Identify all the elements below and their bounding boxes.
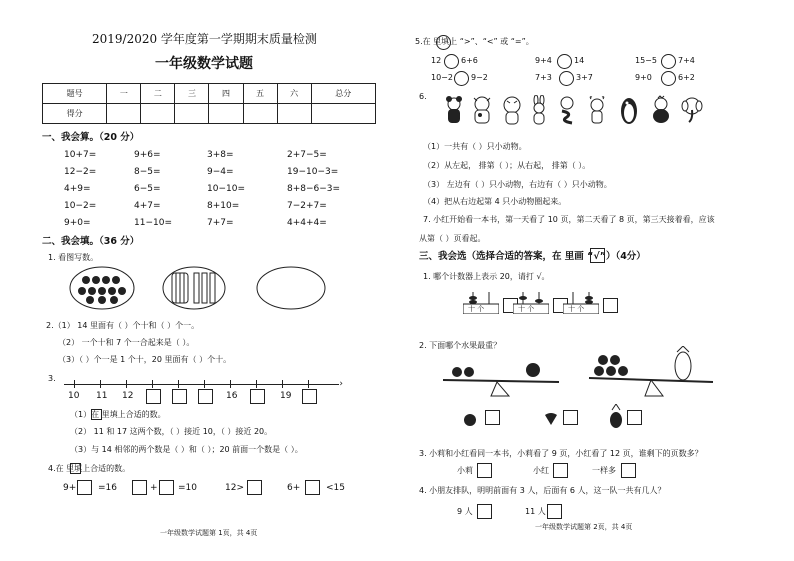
right-page (397, 0, 794, 561)
cow-icon (471, 95, 493, 125)
abacus-a (463, 292, 499, 318)
score-cell[interactable] (277, 104, 311, 124)
question-text: （1）一共有（ ）只小动物。 (423, 142, 527, 151)
question-text: （3）与 14 相邻的两个数是（ ）和（ ）；20 前面一个数是（ ）。 (70, 445, 303, 454)
calc-item: 9+6= (134, 150, 161, 160)
box-icon (590, 248, 605, 263)
compare-left: 7+3 (535, 73, 552, 82)
answer-box[interactable] (77, 480, 92, 495)
calc-item: 12−2= (64, 167, 97, 177)
q4-text: + (150, 483, 158, 493)
section2-heading: 二、我会填。（36 分） (42, 236, 140, 247)
score-cell[interactable] (175, 104, 209, 124)
q4-text: 12> (225, 483, 244, 493)
answer-box[interactable] (132, 480, 147, 495)
number-line-label: 16 (226, 391, 238, 401)
rooster-icon (650, 95, 672, 125)
compare-right: 7+4 (678, 56, 695, 65)
answer-box[interactable] (302, 389, 317, 404)
score-cell[interactable] (209, 104, 243, 124)
q4-text: 6+ (287, 483, 301, 493)
calc-item: 8+8−6−3= (287, 184, 341, 194)
calc-item: 6−5= (134, 184, 161, 194)
compare-right: 3+7 (576, 73, 593, 82)
calc-item: 10−10= (207, 184, 245, 194)
compare-right: 14 (574, 56, 585, 65)
calc-item: 19−10−3= (287, 167, 339, 177)
answer-box[interactable] (146, 389, 161, 404)
strawberry-icon (543, 410, 559, 426)
question-text: （3）（ ）个一是 1 个十，20 里面有（ ）个十。 (58, 355, 232, 364)
compare-right: 6+2 (678, 73, 695, 82)
compare-right: 6+6 (461, 56, 478, 65)
score-cell[interactable] (107, 104, 141, 124)
question-text: 1. 哪个计数器上表示 20，请打 √。 (423, 272, 550, 281)
apple-icon (463, 412, 477, 426)
answer-box[interactable] (250, 389, 265, 404)
tiger-icon (501, 95, 523, 125)
table-header: 三 (175, 84, 209, 104)
calc-item: 7+7= (207, 218, 234, 228)
calc-item: 8+10= (207, 201, 240, 211)
snake-icon (556, 95, 578, 125)
mouse-icon (443, 95, 465, 125)
choice-box[interactable] (547, 504, 562, 519)
compare-circle[interactable] (444, 54, 459, 69)
table-header: 总分 (311, 84, 375, 104)
question-text: 3. 小莉和小红看同一本书，小莉看了 9 页，小红看了 12 页，谁剩下的页数多？ (419, 449, 703, 458)
exam-subtitle: 一年级数学试题 (155, 56, 253, 72)
choice-box[interactable] (477, 463, 492, 478)
calc-item: 10−2= (64, 201, 97, 211)
compare-left: 9+4 (535, 56, 552, 65)
choice-box[interactable] (621, 463, 636, 478)
number-line-label: 12 (122, 391, 134, 401)
question-text: 1. 看图写数。 (48, 253, 99, 262)
compare-left: 9+0 (635, 73, 652, 82)
number-line-label: 19 (280, 391, 292, 401)
table-header: 二 (141, 84, 175, 104)
number-line: › (64, 380, 339, 390)
rabbit-icon (528, 95, 550, 125)
empty-oval (257, 267, 325, 309)
abacus-label: 十 个 (468, 305, 485, 313)
compare-left: 12 (431, 56, 442, 65)
calc-item: 8−5= (134, 167, 161, 177)
q4-text: =10 (178, 483, 197, 493)
compare-circle[interactable] (557, 54, 572, 69)
choice-box[interactable] (603, 298, 618, 313)
calc-item: 4+4+4= (287, 218, 327, 228)
abacus-label: 十 个 (568, 305, 585, 313)
score-row-label: 得分 (43, 104, 107, 124)
box-icon (91, 409, 102, 420)
option-label: 小莉 (457, 466, 473, 475)
calc-item: 3+8= (207, 150, 234, 160)
score-row (43, 104, 376, 124)
question-number: 6. (419, 92, 427, 101)
question-text: 4. 小朋友排队，明明前面有 3 人，后面有 6 人，这一队一共有几人？ (419, 486, 666, 495)
q4-text: <15 (326, 483, 345, 493)
answer-box[interactable] (172, 389, 187, 404)
q4-text: =16 (98, 483, 117, 493)
compare-circle[interactable] (559, 71, 574, 86)
choice-box[interactable] (485, 410, 500, 425)
choice-box[interactable] (627, 410, 642, 425)
option-label: 一样多 (592, 466, 616, 475)
question-text: （2）从左起， 排第（ ）；从右起， 排第（ ）。 (423, 161, 591, 170)
page-footer: 一年级数学试题第 2页，共 4页 (535, 523, 633, 531)
question-text: （2） 一个十和 7 个一合起来是（ ）。 (58, 338, 195, 347)
question-text: （4）把从右边起第 4 只小动物圈起来。 (423, 197, 567, 206)
abacus-b (513, 292, 549, 318)
choice-box[interactable] (563, 410, 578, 425)
question-number: 3. (48, 374, 56, 383)
table-header: 六 (277, 84, 311, 104)
q4-text: 9+ (63, 483, 77, 493)
abacus-c (563, 292, 599, 318)
calc-item: 10+7= (64, 150, 97, 160)
balance-scale-1 (441, 352, 561, 400)
number-line-label: 11 (96, 391, 108, 401)
calc-item: 9+0= (64, 218, 91, 228)
compare-circle[interactable] (661, 54, 676, 69)
compare-right: 9−2 (471, 73, 488, 82)
table-header: 四 (209, 84, 243, 104)
balance-scale-2 (585, 346, 715, 400)
table-header: 五 (243, 84, 277, 104)
number-line-label: 10 (68, 391, 80, 401)
score-cell[interactable] (141, 104, 175, 124)
question-text: 2. 下面哪个水果最重？ (419, 341, 502, 350)
score-header-row (43, 84, 376, 104)
calc-item: 9−4= (207, 167, 234, 177)
answer-box[interactable] (198, 389, 213, 404)
table-header: 题号 (43, 84, 107, 104)
compare-circle[interactable] (454, 71, 469, 86)
compare-left: 15−5 (635, 56, 657, 65)
answer-box[interactable] (159, 480, 174, 495)
choice-box[interactable] (477, 504, 492, 519)
answer-box[interactable] (247, 480, 262, 495)
question-text: （3） 左边有（ ）只小动物，右边有（ ）只小动物。 (423, 180, 612, 189)
stick-bundle-icon (172, 273, 215, 303)
calc-item: 7−2+7= (287, 201, 327, 211)
pineapple-icon (609, 404, 623, 428)
calc-item: 4+7= (134, 201, 161, 211)
score-cell[interactable] (311, 104, 375, 124)
question-text: 5.在 里填上 “>”、“<” 或 “=”。 (415, 37, 534, 46)
score-table (42, 83, 376, 124)
score-cell[interactable] (243, 104, 277, 124)
calc-item: 11−10= (134, 218, 172, 228)
goat-icon (586, 95, 608, 125)
question-text: （1）在 里填上合适的数。 (70, 410, 166, 419)
calc-item: 4+9= (64, 184, 91, 194)
question-text: （2） 11 和 17 这两个数，（ ）接近 10，（ ）接近 20。 (70, 427, 273, 436)
choice-box[interactable] (553, 463, 568, 478)
question-text: 从第（ ）页看起。 (419, 234, 486, 243)
option-label: 小红 (533, 466, 549, 475)
section1-heading: 一、我会算。（20 分） (42, 132, 140, 143)
page-footer: 一年级数学试题第 1页，共 4页 (160, 529, 258, 537)
option-label: 11 人 (525, 507, 546, 516)
elephant-icon (681, 95, 703, 125)
circle-icon (436, 35, 451, 50)
section3-heading: 三、我会选（选择合适的答案，在 里画 “√”）（4分） (419, 251, 646, 262)
question-text: 2.（1） 14 里面有（ ）个十和（ ）个一。 (46, 321, 200, 330)
mushroom-icon (78, 276, 126, 304)
box-icon (70, 463, 81, 474)
compare-left: 10−2 (431, 73, 453, 82)
calc-item: 2+7−5= (287, 150, 327, 160)
abacus-label: 十 个 (518, 305, 535, 313)
option-label: 9 人 (457, 507, 473, 516)
compare-circle[interactable] (661, 71, 676, 86)
question-text: 7. 小红开始看一本书，第一天看了 10 页，第二天看了 8 页，第三天接着看，应该 (423, 215, 715, 224)
question-text: 4.在 里填上合适的数。 (48, 464, 131, 473)
table-header: 一 (107, 84, 141, 104)
penguin-icon (618, 95, 640, 125)
count-pictures (66, 265, 346, 315)
exam-title: 2019/2020 学年度第一学期期末质量检测 (92, 32, 317, 46)
answer-box[interactable] (305, 480, 320, 495)
